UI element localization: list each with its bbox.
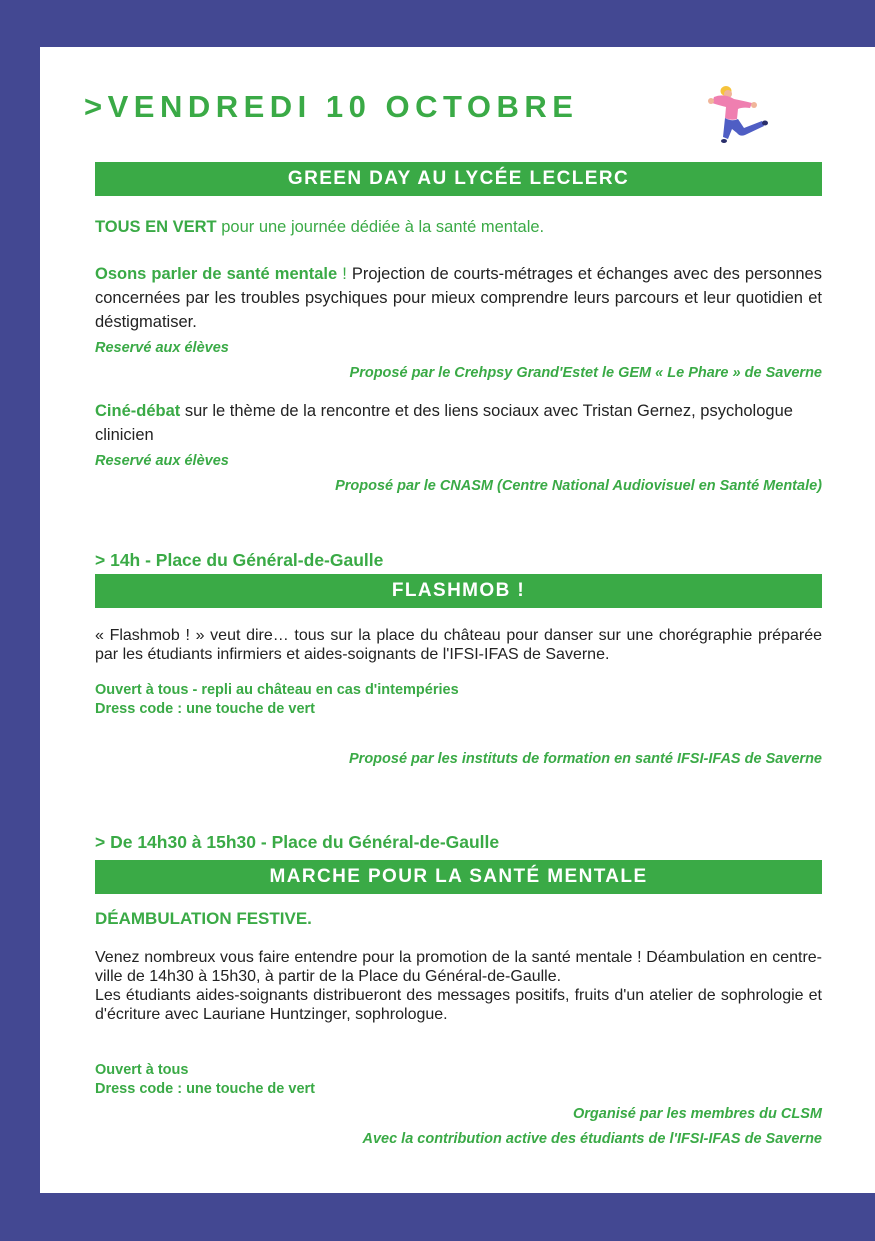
green-day-bar: GREEN DAY AU LYCÉE LECLERC	[95, 162, 822, 196]
green-day-item1	[95, 262, 822, 334]
green-day-intro	[95, 215, 822, 239]
item1-text: Projection de courts-métrages et échanges avec des personnes concernées par les troubles psychiques pour mieux comprendre leurs parcours et leur quotidien et déstigmatiser.	[95, 265, 822, 331]
intro-rest: pour une journée dédiée à la santé mentale.	[216, 218, 545, 236]
marche-paragraph-2: Les étudiants aides-soignants distribueront des messages positifs, fruits d'un atelier de sophrologie et d'écriture avec Lauriane Huntzinger, sophrologue.	[95, 987, 822, 1023]
item2-credit: Proposé par le CNASM (Centre National Audiovisuel en Santé Mentale)	[335, 478, 822, 494]
marche-dress: Dress code : une touche de vert	[95, 1081, 315, 1097]
item2-lead: Ciné-débat	[95, 402, 181, 420]
page	[40, 47, 875, 1193]
item2-text: sur le thème de la rencontre et des liens sociaux avec Tristan Gernez, psychologue clinicien	[95, 402, 793, 444]
day-title: >VENDREDI 10 OCTOBRE	[84, 89, 579, 124]
intro-bold: TOUS EN VERT	[95, 218, 217, 236]
green-day-item2	[95, 399, 822, 447]
flashmob-time-place: > 14h - Place du Général-de-Gaulle	[95, 550, 384, 570]
marche-paragraph-1: Venez nombreux vous faire entendre pour la promotion de la santé mentale ! Déambulation en centre-ville de 14h30 à 15h30, à partir de la Place du Général-de-Gaulle.	[95, 949, 822, 985]
jumping-person-icon	[704, 83, 772, 145]
item1-reserved: Reservé aux élèves	[95, 340, 229, 356]
marche-bar: MARCHE POUR LA SANTÉ MENTALE	[95, 860, 822, 894]
marche-credit-2: Avec la contribution active des étudiants de l'IFSI-IFAS de Saverne	[362, 1131, 822, 1147]
item1-bang: !	[337, 265, 352, 283]
marche-subtitle: DÉAMBULATION FESTIVE.	[95, 909, 312, 928]
flashmob-description: « Flashmob ! » veut dire… tous sur la place du château pour danser sur une chorégraphie préparée par les étudiants infirmiers et aides-soignants de l'IFSI-IFAS de Saverne.	[95, 627, 822, 663]
item1-lead: Osons parler de santé mentale	[95, 265, 338, 283]
flashmob-credit: Proposé par les instituts de formation en santé IFSI-IFAS de Saverne	[349, 751, 822, 767]
marche-time-place: > De 14h30 à 15h30 - Place du Général-de-Gaulle	[95, 832, 500, 852]
flashmob-dress: Dress code : une touche de vert	[95, 701, 315, 717]
flashmob-open: Ouvert à tous - repli au château en cas d'intempéries	[95, 682, 459, 698]
marche-credit-1: Organisé par les membres du CLSM	[573, 1106, 822, 1122]
flashmob-bar: FLASHMOB !	[95, 574, 822, 608]
marche-open: Ouvert à tous	[95, 1062, 189, 1078]
item1-credit: Proposé par le Crehpsy Grand'Estet le GEM « Le Phare » de Saverne	[349, 365, 822, 381]
item2-reserved: Reservé aux élèves	[95, 453, 229, 469]
